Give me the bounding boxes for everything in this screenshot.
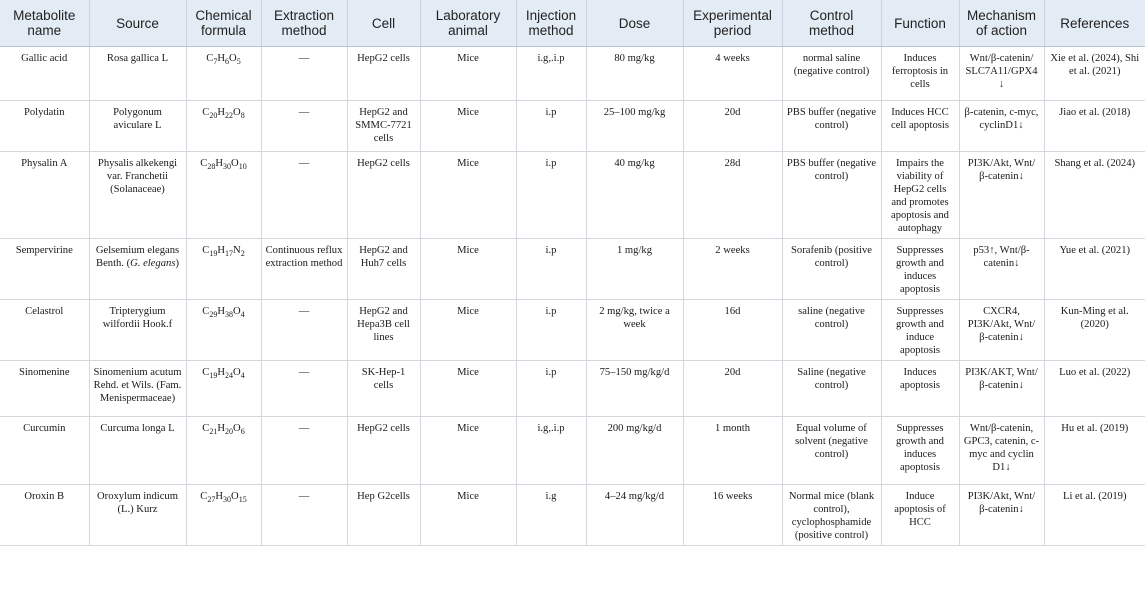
cell-dose: 4–24 mg/kg/d	[586, 485, 683, 546]
cell-injection: i.p	[516, 239, 586, 300]
cell-animal: Mice	[420, 152, 516, 239]
cell-extraction: —	[261, 47, 347, 101]
cell-period: 1 month	[683, 417, 782, 485]
header-cell: Cell	[347, 0, 420, 47]
table-body	[0, 47, 1145, 546]
cell-animal: Mice	[420, 239, 516, 300]
cell-period: 16d	[683, 300, 782, 361]
cell-dose: 40 mg/kg	[586, 152, 683, 239]
cell-cell: HepG2 cells	[347, 47, 420, 101]
cell-control: Normal mice (blank control), cyclophosphamide (positive control)	[782, 485, 881, 546]
cell-source: Tripterygium wilfordii Hook.f	[89, 300, 186, 361]
cell-mechanism: p53↑, Wnt/β-catenin↓	[959, 239, 1044, 300]
cell-formula: $C_{20}H_{22}O_8$	[186, 101, 261, 152]
cell-injection: i.p	[516, 300, 586, 361]
cell-references: Xie et al. (2024), Shi et al. (2021)	[1044, 47, 1145, 101]
cell-function: Suppresses growth and induces apoptosis	[881, 239, 959, 300]
cell-extraction: Continuous reflux extraction method	[261, 239, 347, 300]
table-row	[0, 361, 1145, 417]
cell-mechanism: Wnt/β-catenin/ SLC7A11/GPX4↓	[959, 47, 1044, 101]
cell-source: Sinomenium acutum Rehd. et Wils. (Fam. Menispermaceae)	[89, 361, 186, 417]
cell-animal: Mice	[420, 417, 516, 485]
header-chemical-formula: Chemical formula	[186, 0, 261, 47]
cell-references: Li et al. (2019)	[1044, 485, 1145, 546]
header-function: Function	[881, 0, 959, 47]
cell-formula: $C_7H_6O_5$	[186, 47, 261, 101]
cell-cell: HepG2 cells	[347, 152, 420, 239]
cell-period: 16 weeks	[683, 485, 782, 546]
cell-dose: 200 mg/kg/d	[586, 417, 683, 485]
table-row	[0, 417, 1145, 485]
cell-control: normal saline (negative control)	[782, 47, 881, 101]
cell-mechanism: PI3K/AKT, Wnt/β-catenin↓	[959, 361, 1044, 417]
cell-dose: 75–150 mg/kg/d	[586, 361, 683, 417]
cell-control: saline (negative control)	[782, 300, 881, 361]
cell-name: Polydatin	[0, 101, 89, 152]
cell-injection: i.p	[516, 361, 586, 417]
cell-animal: Mice	[420, 485, 516, 546]
header-laboratory-animal: Laboratory animal	[420, 0, 516, 47]
cell-period: 2 weeks	[683, 239, 782, 300]
cell-function: Induces ferroptosis in cells	[881, 47, 959, 101]
cell-injection: i.g,.i.p	[516, 417, 586, 485]
cell-formula: $C_{19}H_{17}N_2$	[186, 239, 261, 300]
cell-injection: i.p	[516, 101, 586, 152]
table-row	[0, 300, 1145, 361]
cell-cell: Hep G2cells	[347, 485, 420, 546]
cell-extraction: —	[261, 152, 347, 239]
header-row	[0, 0, 1145, 47]
table-row	[0, 485, 1145, 546]
table-row	[0, 47, 1145, 101]
table-row	[0, 101, 1145, 152]
cell-period: 20d	[683, 101, 782, 152]
cell-references: Luo et al. (2022)	[1044, 361, 1145, 417]
cell-control: Equal volume of solvent (negative control)	[782, 417, 881, 485]
cell-function: Induces HCC cell apoptosis	[881, 101, 959, 152]
cell-dose: 25–100 mg/kg	[586, 101, 683, 152]
cell-formula: $C_{19}H_{24}O_4$	[186, 361, 261, 417]
cell-references: Kun-Ming et al. (2020)	[1044, 300, 1145, 361]
cell-mechanism: Wnt/β-catenin, GPC3, catenin, c-myc and cyclin D1↓	[959, 417, 1044, 485]
cell-formula: $C_{27}H_{30}O_{15}$	[186, 485, 261, 546]
cell-dose: 80 mg/kg	[586, 47, 683, 101]
cell-name: Physalin A	[0, 152, 89, 239]
cell-extraction: —	[261, 417, 347, 485]
cell-control: Saline (negative control)	[782, 361, 881, 417]
cell-source: Rosa gallica L	[89, 47, 186, 101]
header-control-method: Control method	[782, 0, 881, 47]
cell-extraction: —	[261, 485, 347, 546]
header-source: Source	[89, 0, 186, 47]
table-header	[0, 0, 1145, 47]
cell-animal: Mice	[420, 47, 516, 101]
cell-cell: HepG2 cells	[347, 417, 420, 485]
header-metabolite-name: Metabolite name	[0, 0, 89, 47]
cell-period: 4 weeks	[683, 47, 782, 101]
cell-control: PBS buffer (negative control)	[782, 152, 881, 239]
cell-cell: HepG2 and SMMC-7721 cells	[347, 101, 420, 152]
cell-source: Curcuma longa L	[89, 417, 186, 485]
cell-period: 20d	[683, 361, 782, 417]
cell-references: Yue et al. (2021)	[1044, 239, 1145, 300]
cell-period: 28d	[683, 152, 782, 239]
cell-name: Gallic acid	[0, 47, 89, 101]
header-injection-method: Injection method	[516, 0, 586, 47]
cell-control: PBS buffer (negative control)	[782, 101, 881, 152]
cell-mechanism: CXCR4, PI3K/Akt, Wnt/β-catenin↓	[959, 300, 1044, 361]
cell-extraction: —	[261, 101, 347, 152]
cell-formula: $C_{28}H_{30}O_{10}$	[186, 152, 261, 239]
cell-name: Celastrol	[0, 300, 89, 361]
cell-function: Impairs the viability of HepG2 cells and promotes apoptosis and autophagy	[881, 152, 959, 239]
cell-dose: 2 mg/kg, twice a week	[586, 300, 683, 361]
cell-cell: HepG2 and Huh7 cells	[347, 239, 420, 300]
cell-formula: $C_{29}H_{38}O_4$	[186, 300, 261, 361]
cell-references: Shang et al. (2024)	[1044, 152, 1145, 239]
cell-mechanism: PI3K/Akt, Wnt/β-catenin↓	[959, 152, 1044, 239]
cell-name: Sinomenine	[0, 361, 89, 417]
cell-function: Induces apoptosis	[881, 361, 959, 417]
header-mechanism-of-action: Mechanism of action	[959, 0, 1044, 47]
cell-formula: $C_{21}H_{20}O_6$	[186, 417, 261, 485]
header-extraction-method: Extraction method	[261, 0, 347, 47]
cell-dose: 1 mg/kg	[586, 239, 683, 300]
cell-function: Suppresses growth and induce apoptosis	[881, 300, 959, 361]
cell-source: Physalis alkekengi var. Franchetii (Solanaceae)	[89, 152, 186, 239]
cell-name: Sempervirine	[0, 239, 89, 300]
cell-name: Oroxin B	[0, 485, 89, 546]
cell-mechanism: PI3K/Akt, Wnt/β-catenin↓	[959, 485, 1044, 546]
cell-source: Gelsemium elegans Benth. (G. elegans)	[89, 239, 186, 300]
cell-source: Polygonum aviculare L	[89, 101, 186, 152]
cell-animal: Mice	[420, 361, 516, 417]
header-dose: Dose	[586, 0, 683, 47]
cell-references: Jiao et al. (2018)	[1044, 101, 1145, 152]
cell-animal: Mice	[420, 101, 516, 152]
cell-injection: i.g,.i.p	[516, 47, 586, 101]
cell-mechanism: β-catenin, c-myc, cyclinD1↓	[959, 101, 1044, 152]
cell-extraction: —	[261, 361, 347, 417]
cell-function: Suppresses growth and induces apoptosis	[881, 417, 959, 485]
cell-extraction: —	[261, 300, 347, 361]
cell-references: Hu et al. (2019)	[1044, 417, 1145, 485]
cell-injection: i.p	[516, 152, 586, 239]
table-row	[0, 239, 1145, 300]
cell-source: Oroxylum indicum (L.) Kurz	[89, 485, 186, 546]
cell-cell: HepG2 and Hepa3B cell lines	[347, 300, 420, 361]
cell-name: Curcumin	[0, 417, 89, 485]
cell-function: Induce apoptosis of HCC	[881, 485, 959, 546]
cell-animal: Mice	[420, 300, 516, 361]
cell-injection: i.g	[516, 485, 586, 546]
header-experimental-period: Experimental period	[683, 0, 782, 47]
table-row	[0, 152, 1145, 239]
header-references: References	[1044, 0, 1145, 47]
cell-control: Sorafenib (positive control)	[782, 239, 881, 300]
cell-cell: SK-Hep-1 cells	[347, 361, 420, 417]
